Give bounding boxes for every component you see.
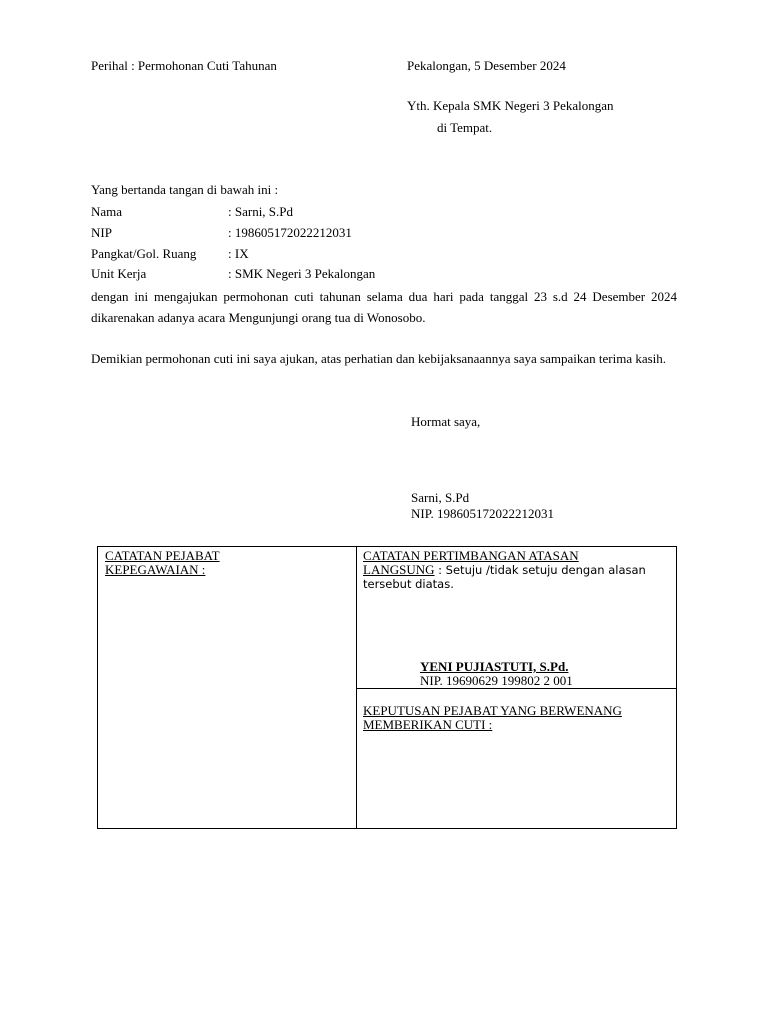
subject-line: Perihal : Permohonan Cuti Tahunan — [91, 58, 277, 73]
signer-name: Sarni, S.Pd — [411, 490, 470, 505]
supervisor-notes-text-line2: tersebut diatas. — [363, 577, 454, 591]
field-row-unit-kerja — [91, 266, 375, 282]
personnel-notes-title-line1: CATATAN PEJABAT — [105, 548, 220, 563]
closing-salutation: Hormat saya, — [411, 414, 481, 429]
table-divider-horizontal — [356, 688, 676, 689]
field-label: Unit Kerja — [91, 266, 147, 281]
field-value: : SMK Negeri 3 Pekalongan — [228, 266, 376, 281]
field-value: : 198605172022212031 — [228, 225, 352, 240]
supervisor-notes-title-line1: CATATAN PERTIMBANGAN ATASAN — [363, 548, 579, 563]
recipient-line1: Yth. Kepala SMK Negeri 3 Pekalongan — [407, 98, 614, 113]
signer-nip: NIP. 198605172022212031 — [411, 506, 555, 521]
supervisor-notes-cell — [363, 549, 646, 591]
field-value: : IX — [228, 246, 249, 261]
field-row-pangkat — [91, 246, 249, 262]
approval-table — [97, 546, 677, 829]
superior-name: YENI PUJIASTUTI, S.Pd. — [420, 659, 569, 674]
superior-signature — [420, 660, 573, 688]
field-label: Nama — [91, 204, 123, 219]
recipient-line2: di Tempat. — [437, 120, 493, 135]
body-paragraph-1: dengan ini mengajukan permohonan cuti tahunan selama dua hari pada tanggal 23 s.d 24 Desember 2024 dikarenakan adanya acara Mengunjungi orang tua di Wonosobo. — [91, 289, 677, 325]
field-value: : Sarni, S.Pd — [228, 204, 294, 219]
personnel-notes-title-line2: KEPEGAWAIAN : — [105, 562, 206, 577]
supervisor-notes-text: : Setuju /tidak setuju dengan alasan — [434, 563, 646, 577]
field-row-nip — [91, 225, 352, 241]
personnel-notes-cell — [105, 549, 220, 577]
decision-title-line2: MEMBERIKAN CUTI : — [363, 717, 493, 732]
field-row-nama — [91, 204, 293, 220]
body-paragraph-2: Demikian permohonan cuti ini saya ajukan, atas perhatian dan kebijaksanaannya saya sampaikan terima kasih. — [91, 351, 667, 366]
decision-cell — [363, 704, 622, 732]
supervisor-notes-title-line2: LANGSUNG — [363, 562, 435, 577]
place-date: Pekalongan, 5 Desember 2024 — [407, 58, 566, 73]
decision-title-line1: KEPUTUSAN PEJABAT YANG BERWENANG — [363, 703, 622, 718]
field-label: Pangkat/Gol. Ruang — [91, 246, 197, 261]
intro-text: Yang bertanda tangan di bawah ini : — [91, 182, 279, 197]
field-label: NIP — [91, 225, 112, 240]
superior-nip: NIP. 19690629 199802 2 001 — [420, 673, 573, 688]
